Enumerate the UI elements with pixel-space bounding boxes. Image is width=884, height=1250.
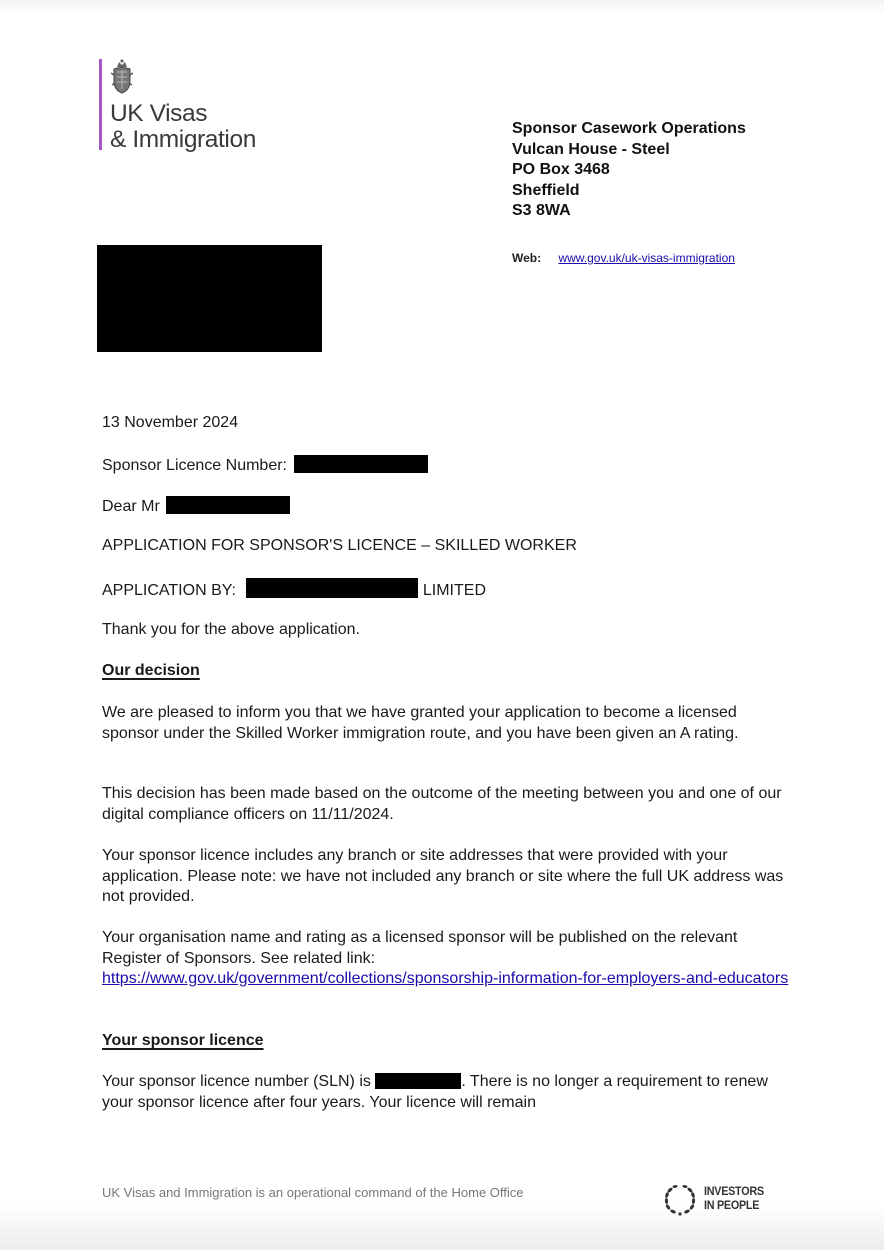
footer-statement: UK Visas and Immigration is an operational command of the Home Office (102, 1185, 524, 1200)
redacted-recipient-name (166, 496, 290, 514)
sender-address (512, 119, 746, 222)
licence-number-label: Sponsor Licence Number: (102, 457, 287, 474)
logo-wordmark (110, 101, 256, 153)
register-paragraph (102, 928, 792, 990)
subject-prefix: APPLICATION BY: (102, 582, 236, 599)
section-heading-our-decision: Our decision (102, 662, 200, 679)
redacted-sln (375, 1073, 461, 1089)
logo-accent-bar (99, 59, 102, 150)
salutation-line (102, 496, 290, 518)
sln-paragraph (102, 1072, 792, 1113)
address-line: Sponsor Casework Operations (512, 120, 746, 137)
redacted-company-name (246, 578, 418, 598)
decision-paragraph: We are pleased to inform you that we have granted your application to become a licensed sponsor under the Skilled Worker immigration route, and you have been given an A rating. (102, 704, 739, 742)
decision-basis-paragraph: This decision has been made based on the outcome of the meeting between you and one of our digital compliance officers on 11/11/2024. (102, 785, 782, 823)
web-link[interactable]: www.gov.uk/uk-visas-immigration (558, 251, 735, 265)
branch-sites-paragraph: Your sponsor licence includes any branch or site addresses that were provided with your application. Please note: we have not included any branch or site where the full UK address was not provided. (102, 847, 784, 905)
badge-line-1: INVESTORS (704, 1184, 764, 1198)
badge-line-2: IN PEOPLE (704, 1198, 760, 1212)
address-line: S3 8WA (512, 202, 571, 219)
web-label: Web: (512, 251, 542, 265)
logo-line-2: & Immigration (110, 126, 256, 153)
section-heading-your-sponsor-licence: Your sponsor licence (102, 1032, 264, 1049)
subject-line-1: APPLICATION FOR SPONSOR'S LICENCE – SKILLED WORKER (102, 537, 577, 554)
sln-text-prefix: Your sponsor licence number (SLN) is (102, 1073, 371, 1090)
investors-in-people-text (704, 1184, 764, 1212)
sln-text-suffix: . There is no longer a requirement to renew your sponsor licence after four years. Your licence will remain (102, 1073, 768, 1111)
royal-crest-icon (111, 59, 133, 95)
web-reference (512, 251, 735, 265)
letter-date: 13 November 2024 (102, 414, 239, 431)
address-line: Sheffield (512, 181, 580, 199)
address-line: Vulcan House - Steel (512, 140, 670, 158)
sponsorship-info-link[interactable]: https://www.gov.uk/government/collections/sponsorship-information-for-employers-and-educators (102, 970, 789, 987)
licence-number-line (102, 455, 428, 477)
address-line: PO Box 3468 (512, 161, 610, 178)
logo-line-1: UK Visas (110, 100, 208, 127)
salutation: Dear Mr (102, 498, 160, 515)
intro-text: Thank you for the above application. (102, 621, 360, 638)
subject-suffix: LIMITED (422, 582, 486, 599)
investors-in-people-badge (662, 1181, 782, 1217)
register-text: Your organisation name and rating as a licensed sponsor will be published on the relevant Register of Sponsors. See related link: (102, 929, 738, 967)
subject-line-2 (102, 578, 486, 602)
laurel-wreath-icon (662, 1181, 698, 1217)
redacted-licence-number (294, 455, 428, 473)
redacted-recipient-address (97, 245, 322, 352)
